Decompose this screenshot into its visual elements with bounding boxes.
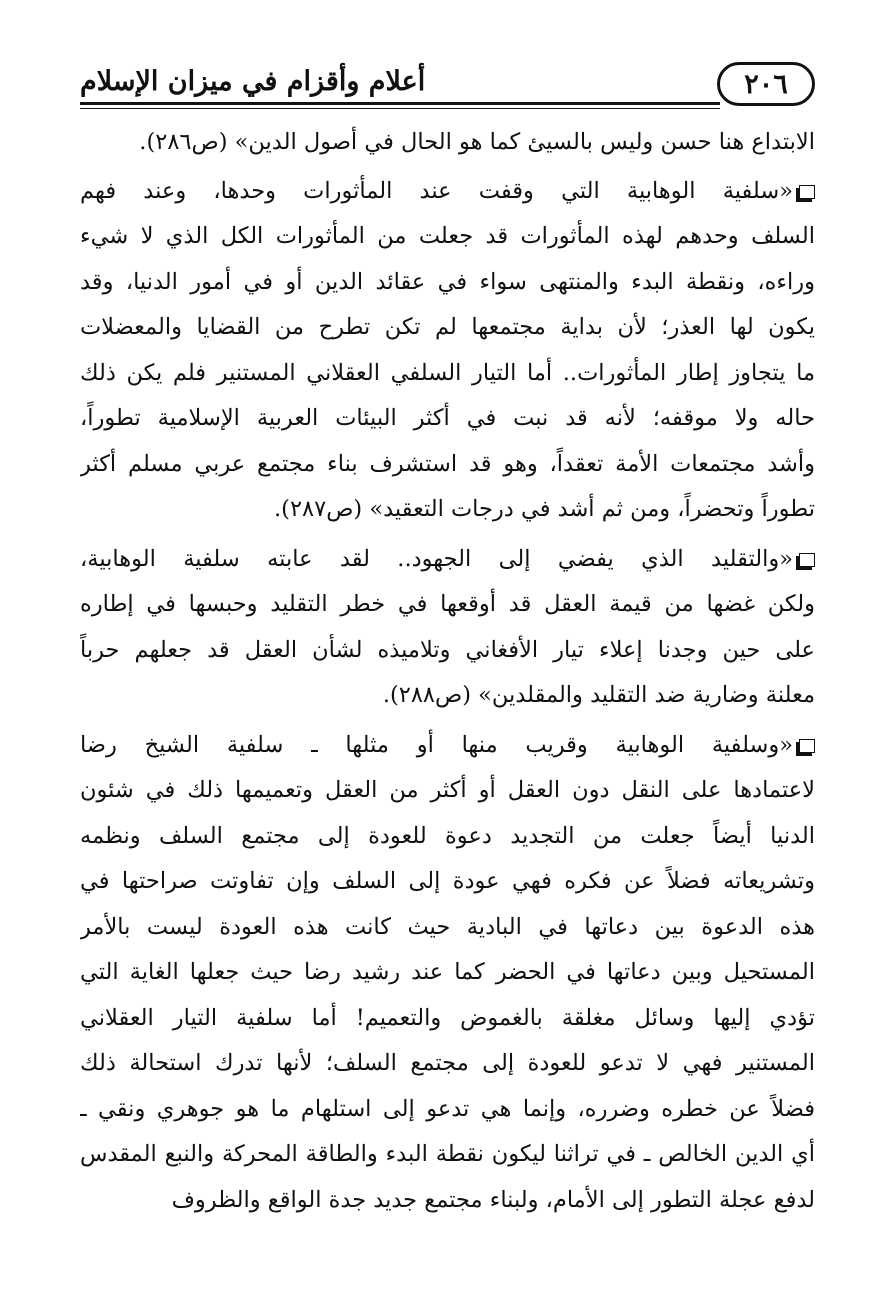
line-text: لدفع عجلة التطور إلى الأمام، ولبناء مجتمع جديد جدة الواقع والظروف	[171, 1186, 815, 1213]
header-rule	[80, 102, 720, 105]
text-line	[80, 260, 815, 306]
text-line	[80, 1087, 815, 1133]
text-line	[80, 996, 815, 1042]
line-text: لاعتمادها على النقل دون العقل أو أكثر من العقل وتعميمها ذلك في شئون	[80, 777, 815, 803]
text-line	[80, 442, 815, 488]
text-line	[80, 814, 815, 860]
square-bullet-icon	[799, 739, 815, 753]
line-text: المستحيل وبين دعاتها في الحضر كما عند رشيد رضا حيث جعلها الغاية التي	[80, 959, 815, 985]
text-line	[80, 768, 815, 814]
line-text: هذه الدعوة بين دعاتها في البادية حيث كانت هذه العودة ليست بالأمر	[80, 913, 815, 940]
body-text	[80, 120, 815, 1223]
square-bullet-icon	[799, 185, 815, 199]
text-line	[80, 305, 815, 351]
continuation-paragraph	[80, 120, 815, 166]
book-page	[80, 62, 815, 1262]
text-line	[80, 169, 815, 215]
running-title: أعلام وأقزام في ميزان الإسلام	[80, 66, 426, 97]
quoted-entry-paragraph	[80, 723, 815, 1224]
text-line	[80, 723, 815, 769]
line-text: الدنيا أيضاً جعلت من التجديد دعوة للعودة إلى مجتمع السلف ونظمه	[80, 822, 815, 849]
line-text: السلف وحدهم لهذه المأثورات قد جعلت من المأثورات الكل الذي لا شيء	[80, 223, 815, 249]
text-line	[80, 1041, 815, 1087]
text-line	[80, 351, 815, 397]
quoted-entry-paragraph	[80, 169, 815, 533]
line-text: المستنير فهي لا تدعو للعودة إلى مجتمع السلف؛ لأنها تدرك استحالة ذلك	[80, 1050, 815, 1076]
line-text: «وسلفية الوهابية وقريب منها أو مثلها ـ سلفية الشيخ رضا	[80, 731, 793, 758]
text-line	[80, 396, 815, 442]
line-text: فضلاً عن خطره وضرره، وإنما هي تدعو إلى استلهام ما هو جوهري ونقي ـ	[80, 1095, 815, 1122]
page-header	[80, 62, 815, 110]
line-text: معلنة وضارية ضد التقليد والمقلدين» (ص٢٨٨).	[382, 682, 815, 708]
text-line	[80, 1132, 815, 1178]
line-text: على حين وجدنا إعلاء تيار الأفغاني وتلاميذه لشأن العقل قد جعلهم حرباً	[80, 636, 815, 663]
line-text: ما يتجاوز إطار المأثورات.. أما التيار السلفي العقلاني المستنير فلم يكن ذلك	[80, 359, 815, 386]
line-text: حاله ولا موقفه؛ لأنه قد نبت في أكثر البيئات العربية الإسلامية تطوراً،	[80, 405, 815, 431]
line-text: وتشريعاته فضلاً عن فكره فهي عودة إلى السلف وإن تفاوتت صراحتها في	[80, 868, 815, 894]
line-text: «سلفية الوهابية التي وقفت عند المأثورات وحدها، وعند فهم	[80, 177, 793, 204]
line-text: تؤدي إليها وسائل مغلقة بالغموض والتعميم! أما سلفية التيار العقلاني	[80, 1004, 815, 1031]
text-line	[80, 537, 815, 583]
line-text: الابتداع هنا حسن وليس بالسيئ كما هو الحال في أصول الدين» (ص٢٨٦).	[139, 129, 815, 155]
text-line	[80, 950, 815, 996]
text-line	[80, 905, 815, 951]
text-line	[80, 487, 815, 533]
page-number: ٢٠٦	[744, 68, 788, 100]
text-line	[80, 673, 815, 719]
text-line	[80, 859, 815, 905]
page-number-badge	[717, 62, 815, 106]
line-text: وراءه، ونقطة البدء والمنتهى سواء في عقائد الدين أو في أمور الدنيا، وقد	[80, 268, 815, 295]
text-line	[80, 1178, 815, 1224]
text-line	[80, 582, 815, 628]
header-rule-thin	[80, 108, 720, 109]
line-text: «والتقليد الذي يفضي إلى الجهود.. لقد عابته سلفية الوهابية،	[80, 545, 793, 572]
text-line	[80, 628, 815, 674]
line-text: يكون لها العذر؛ لأن بداية مجتمعها لم تكن تطرح من القضايا والمعضلات	[80, 314, 815, 340]
square-bullet-icon	[799, 553, 815, 567]
line-text: أي الدين الخالص ـ في تراثنا ليكون نقطة البدء والطاقة المحركة والنبع المقدس	[80, 1141, 815, 1167]
text-line	[80, 120, 815, 166]
line-text: وأشد مجتمعات الأمة تعقداً، وهو قد استشرف بناء مجتمع عربي مسلم أكثر	[80, 450, 815, 477]
line-text: ولكن غضها من قيمة العقل قد أوقعها في خطر التقليد وحبسها في إطاره	[80, 591, 815, 617]
quoted-entry-paragraph	[80, 537, 815, 719]
text-line	[80, 214, 815, 260]
line-text: تطوراً وتحضراً، ومن ثم أشد في درجات التعقيد» (ص٢٨٧).	[274, 496, 815, 522]
